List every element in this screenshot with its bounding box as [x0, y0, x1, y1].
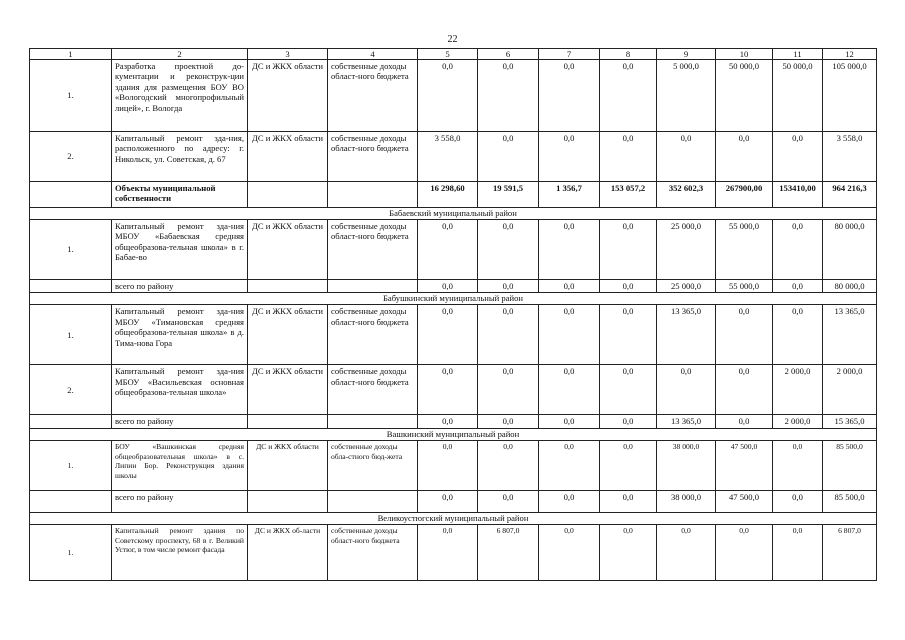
- empty-cell: [248, 280, 328, 293]
- value-cell: 0,0: [773, 525, 823, 581]
- subtotal-row: [30, 491, 877, 513]
- subtotal-value-cell: 0,0: [773, 280, 823, 293]
- subtotal-label: всего по району: [112, 280, 248, 293]
- row-number: 2.: [30, 365, 112, 415]
- header-cell-2: 2: [112, 49, 248, 60]
- subtotal-value-cell: 80 000,0: [823, 280, 877, 293]
- header-cell-6: 6: [478, 49, 539, 60]
- value-cell: 0,0: [600, 305, 657, 365]
- value-cell: 0,0: [539, 220, 600, 280]
- item-row: [30, 305, 877, 365]
- total-value-cell: 153 057,2: [600, 182, 657, 208]
- subtotal-label: всего по району: [112, 491, 248, 513]
- value-cell: 2 000,0: [823, 365, 877, 415]
- total-value-cell: 352 602,3: [657, 182, 716, 208]
- value-cell: 0,0: [418, 305, 478, 365]
- subtotal-value-cell: 0,0: [478, 415, 539, 429]
- value-cell: 6 807,0: [823, 525, 877, 581]
- value-cell: 50 000,0: [773, 60, 823, 132]
- subtotal-value-cell: 0,0: [539, 415, 600, 429]
- header-cell-12: 12: [823, 49, 877, 60]
- value-cell: 0,0: [539, 441, 600, 491]
- value-cell: 0,0: [418, 365, 478, 415]
- value-cell: 0,0: [478, 60, 539, 132]
- region-header-row: [30, 208, 877, 220]
- value-cell: 0,0: [773, 220, 823, 280]
- empty-cell: [30, 182, 112, 208]
- value-cell: 105 000,0: [823, 60, 877, 132]
- subtotal-value-cell: 85 500,0: [823, 491, 877, 513]
- total-value-cell: 964 216,3: [823, 182, 877, 208]
- total-value-cell: 16 298,60: [418, 182, 478, 208]
- value-cell: 0,0: [716, 305, 773, 365]
- subtotal-row: [30, 415, 877, 429]
- executor: ДС и ЖКХ об-ласти: [248, 525, 328, 581]
- value-cell: 25 000,0: [657, 220, 716, 280]
- value-cell: 55 000,0: [716, 220, 773, 280]
- value-cell: 0,0: [478, 220, 539, 280]
- value-cell: 0,0: [773, 441, 823, 491]
- value-cell: 0,0: [657, 525, 716, 581]
- header-cell-4: 4: [328, 49, 418, 60]
- row-number: 1.: [30, 60, 112, 132]
- total-row: [30, 182, 877, 208]
- item-row: [30, 365, 877, 415]
- region-name: Бабушкинский муниципальный район: [30, 293, 877, 305]
- subtotal-value-cell: 25 000,0: [657, 280, 716, 293]
- funding-source: собственные доходы област-ного бюджета: [328, 365, 418, 415]
- value-cell: 5 000,0: [657, 60, 716, 132]
- empty-cell: [328, 280, 418, 293]
- value-cell: 13 365,0: [657, 305, 716, 365]
- total-value-cell: 153410,00: [773, 182, 823, 208]
- value-cell: 0,0: [773, 132, 823, 182]
- value-cell: 38 000,0: [657, 441, 716, 491]
- subtotal-row: [30, 280, 877, 293]
- header-cell-1: 1: [30, 49, 112, 60]
- item-description: Разработка проектной до-кументации и реконструк-ции здания для размещения БОУ ВО «Вологодский многопрофильный лицей», г. Вологда: [112, 60, 248, 132]
- value-cell: 0,0: [478, 441, 539, 491]
- total-value-cell: 19 591,5: [478, 182, 539, 208]
- value-cell: 0,0: [716, 365, 773, 415]
- item-description: Капитальный ремонт здания по Советскому проспекту, 68 в г. Великий Устюг, в том числе ремонт фасада: [112, 525, 248, 581]
- value-cell: 0,0: [773, 305, 823, 365]
- value-cell: 13 365,0: [823, 305, 877, 365]
- subtotal-value-cell: 0,0: [716, 415, 773, 429]
- item-row: [30, 220, 877, 280]
- value-cell: 0,0: [716, 525, 773, 581]
- row-number: 1.: [30, 220, 112, 280]
- subtotal-value-cell: 2 000,0: [773, 415, 823, 429]
- budget-table: [29, 48, 877, 581]
- subtotal-value-cell: 0,0: [539, 491, 600, 513]
- empty-cell: [30, 415, 112, 429]
- executor: ДС и ЖКХ области: [248, 441, 328, 491]
- item-description: БОУ «Вашкинская средняя общеобразовательная школа» в с. Липин Бор. Реконструкция здания школы: [112, 441, 248, 491]
- region-name: Вашкинский муниципальный район: [30, 429, 877, 441]
- value-cell: 80 000,0: [823, 220, 877, 280]
- item-description: Капитальный ремонт зда-ния МБОУ «Тимановская средняя общеобразова-тельная школа» в д. Тима-нова Гора: [112, 305, 248, 365]
- value-cell: 0,0: [539, 525, 600, 581]
- region-header-row: [30, 429, 877, 441]
- value-cell: 0,0: [657, 365, 716, 415]
- executor: ДС и ЖКХ области: [248, 365, 328, 415]
- row-number: 1.: [30, 441, 112, 491]
- executor: ДС и ЖКХ области: [248, 132, 328, 182]
- row-number: 1.: [30, 305, 112, 365]
- header-cell-11: 11: [773, 49, 823, 60]
- subtotal-value-cell: 15 365,0: [823, 415, 877, 429]
- executor: ДС и ЖКХ области: [248, 60, 328, 132]
- value-cell: 50 000,0: [716, 60, 773, 132]
- funding-source: собственные доходы обла-стного бюд-жета: [328, 441, 418, 491]
- region-header-row: [30, 513, 877, 525]
- header-cell-10: 10: [716, 49, 773, 60]
- value-cell: 0,0: [600, 60, 657, 132]
- value-cell: 0,0: [600, 132, 657, 182]
- funding-source: собственные доходы област-ного бюджета: [328, 220, 418, 280]
- item-description: Капитальный ремонт зда-ния, расположенного по адресу: г. Никольск, ул. Советская, д. 67: [112, 132, 248, 182]
- value-cell: 0,0: [600, 525, 657, 581]
- funding-source: собственные доходы област-ного бюджета: [328, 305, 418, 365]
- value-cell: 0,0: [418, 525, 478, 581]
- subtotal-value-cell: 0,0: [478, 280, 539, 293]
- value-cell: 0,0: [600, 365, 657, 415]
- row-number: 1.: [30, 525, 112, 581]
- subtotal-value-cell: 0,0: [418, 415, 478, 429]
- value-cell: 2 000,0: [773, 365, 823, 415]
- empty-cell: [248, 491, 328, 513]
- subtotal-value-cell: 0,0: [539, 280, 600, 293]
- value-cell: 0,0: [539, 365, 600, 415]
- empty-cell: [328, 415, 418, 429]
- value-cell: 0,0: [478, 305, 539, 365]
- funding-source: собственные доходы област-ного бюджета: [328, 525, 418, 581]
- subtotal-value-cell: 0,0: [600, 280, 657, 293]
- empty-cell: [248, 182, 328, 208]
- header-cell-7: 7: [539, 49, 600, 60]
- region-name: Бабаевский муниципальный район: [30, 208, 877, 220]
- value-cell: 0,0: [418, 441, 478, 491]
- value-cell: 0,0: [418, 220, 478, 280]
- subtotal-value-cell: 13 365,0: [657, 415, 716, 429]
- value-cell: 0,0: [478, 132, 539, 182]
- funding-source: собственные доходы област-ного бюджета: [328, 60, 418, 132]
- subtotal-value-cell: 55 000,0: [716, 280, 773, 293]
- item-row: [30, 525, 877, 581]
- value-cell: 0,0: [600, 220, 657, 280]
- empty-cell: [328, 182, 418, 208]
- subtotal-value-cell: 0,0: [418, 280, 478, 293]
- header-cell-5: 5: [418, 49, 478, 60]
- value-cell: 0,0: [418, 60, 478, 132]
- value-cell: 0,0: [478, 365, 539, 415]
- value-cell: 47 500,0: [716, 441, 773, 491]
- total-value-cell: 267900,00: [716, 182, 773, 208]
- subtotal-value-cell: 0,0: [600, 415, 657, 429]
- region-header-row: [30, 293, 877, 305]
- executor: ДС и ЖКХ области: [248, 220, 328, 280]
- header-cell-3: 3: [248, 49, 328, 60]
- header-cell-9: 9: [657, 49, 716, 60]
- item-description: Капитальный ремонт зда-ния МБОУ «Васильевская основная общеобразова-тельная школа»: [112, 365, 248, 415]
- value-cell: 3 558,0: [418, 132, 478, 182]
- value-cell: 0,0: [539, 60, 600, 132]
- total-value-cell: 1 356,7: [539, 182, 600, 208]
- item-row: [30, 132, 877, 182]
- header-cell-8: 8: [600, 49, 657, 60]
- empty-cell: [30, 491, 112, 513]
- subtotal-value-cell: 0,0: [600, 491, 657, 513]
- executor: ДС и ЖКХ области: [248, 305, 328, 365]
- empty-cell: [248, 415, 328, 429]
- subtotal-value-cell: 0,0: [478, 491, 539, 513]
- value-cell: 3 558,0: [823, 132, 877, 182]
- item-row: [30, 60, 877, 132]
- row-number: 2.: [30, 132, 112, 182]
- value-cell: 0,0: [600, 441, 657, 491]
- header-row: [30, 49, 877, 60]
- empty-cell: [30, 280, 112, 293]
- item-description: Капитальный ремонт зда-ния МБОУ «Бабаевская средняя общеобразова-тельная школа» в г. Бабае-во: [112, 220, 248, 280]
- value-cell: 0,0: [716, 132, 773, 182]
- total-label: Объекты муниципальной собственности: [112, 182, 248, 208]
- item-row: [30, 441, 877, 491]
- region-name: Великоустюгский муниципальный район: [30, 513, 877, 525]
- value-cell: 85 500,0: [823, 441, 877, 491]
- value-cell: 0,0: [539, 132, 600, 182]
- subtotal-value-cell: 0,0: [773, 491, 823, 513]
- value-cell: 0,0: [539, 305, 600, 365]
- value-cell: 0,0: [657, 132, 716, 182]
- subtotal-label: всего по району: [112, 415, 248, 429]
- subtotal-value-cell: 0,0: [418, 491, 478, 513]
- funding-source: собственные доходы област-ного бюджета: [328, 132, 418, 182]
- empty-cell: [328, 491, 418, 513]
- value-cell: 6 807,0: [478, 525, 539, 581]
- subtotal-value-cell: 38 000,0: [657, 491, 716, 513]
- page-number: 22: [447, 34, 458, 45]
- subtotal-value-cell: 47 500,0: [716, 491, 773, 513]
